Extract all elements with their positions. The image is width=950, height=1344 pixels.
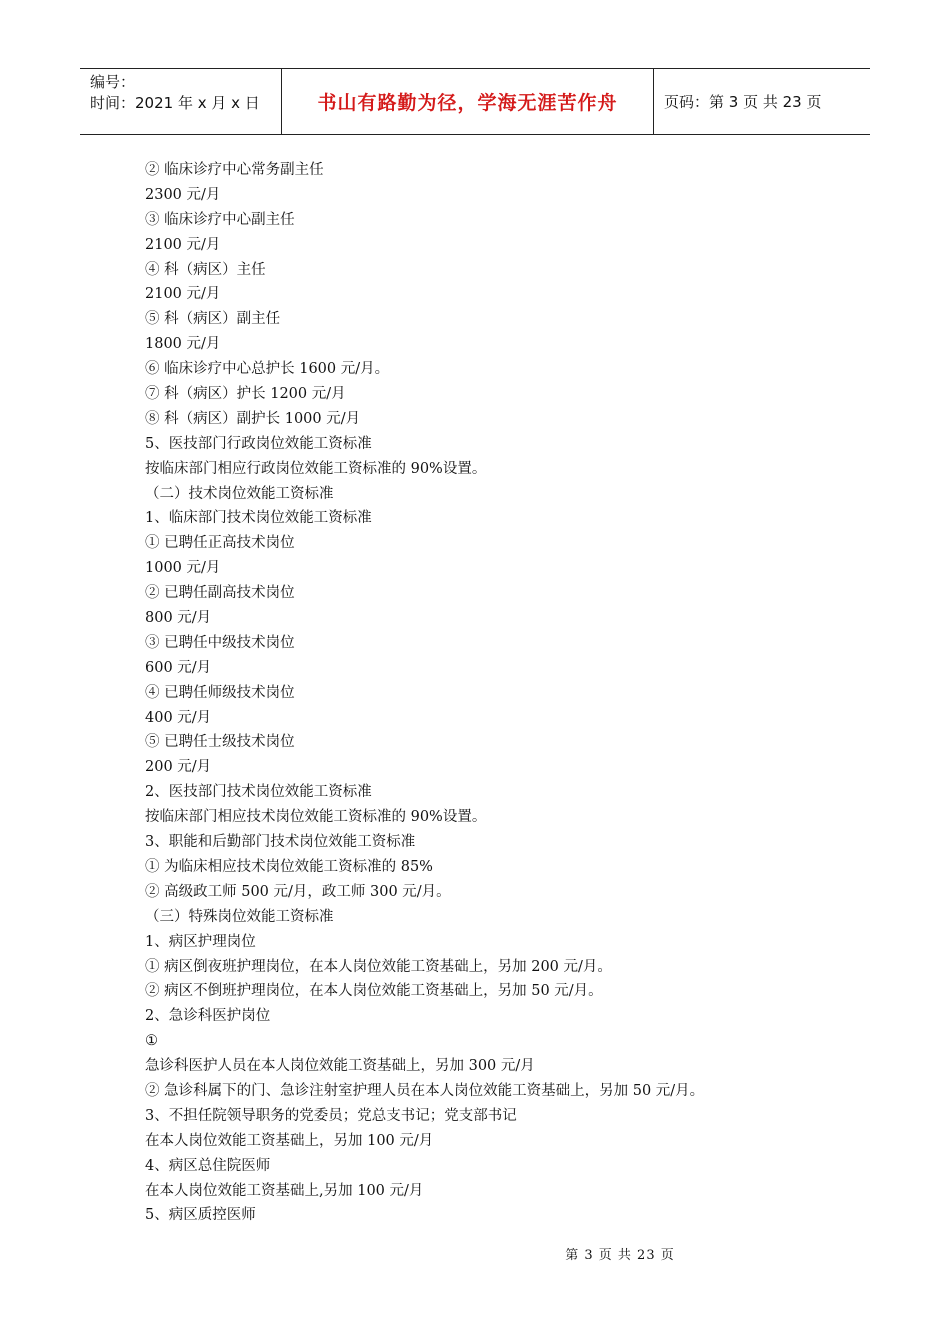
text-line: ② 病区不倒班护理岗位，在本人岗位效能工资基础上，另加 50 元/月。 [145, 983, 603, 1000]
text-line: 200 元/月 [145, 759, 212, 776]
text-line: ⑤ 科（病区）副主任 [145, 311, 281, 328]
section-heading: 1、病区护理岗位 [145, 933, 256, 950]
section-heading: 3、职能和后勤部门技术岗位效能工资标准 [145, 834, 416, 851]
section-heading: （三）特殊岗位效能工资标准 [145, 908, 334, 925]
text-line: ① 病区倒夜班护理岗位，在本人岗位效能工资基础上，另加 200 元/月。 [145, 958, 612, 975]
text-line: ② 急诊科属下的门、急诊注射室护理人员在本人岗位效能工资基础上，另加 50 元/月。 [145, 1082, 705, 1099]
text-line: 按临床部门相应行政岗位效能工资标准的 90%设置。 [145, 460, 487, 477]
page-footer: 第 3 页 共 23 页 [565, 1248, 675, 1263]
section-heading: 1、临床部门技术岗位效能工资标准 [145, 510, 372, 527]
document-number-label: 编号： [90, 73, 136, 91]
header-page-info: 页码：第 3 页 共 23 页 [664, 93, 822, 111]
text-line: ⑦ 科（病区）护长 1200 元/月 [145, 386, 346, 403]
text-line: 2100 元/月 [145, 236, 221, 253]
text-line: ④ 科（病区）主任 [145, 261, 266, 278]
text-line: ① [145, 1033, 158, 1050]
text-line: 急诊科医护人员在本人岗位效能工资基础上，另加 300 元/月 [145, 1058, 535, 1075]
header-motto: 书山有路勤为径，学海无涯苦作舟 [282, 69, 654, 134]
text-line: 2100 元/月 [145, 286, 221, 303]
section-heading: 5、病区质控医师 [145, 1207, 256, 1224]
section-heading: 4、病区总住院医师 [145, 1157, 271, 1174]
section-heading: （二）技术岗位效能工资标准 [145, 485, 334, 502]
text-line: ② 临床诊疗中心常务副主任 [145, 162, 324, 178]
text-line: 1000 元/月 [145, 560, 221, 577]
text-line: ② 高级政工师 500 元/月，政工师 300 元/月。 [145, 883, 451, 900]
text-line: ② 已聘任副高技术岗位 [145, 585, 295, 602]
text-line: ① 已聘任正高技术岗位 [145, 535, 295, 552]
text-line: 800 元/月 [145, 610, 212, 627]
text-line: 400 元/月 [145, 709, 212, 726]
text-line: 1800 元/月 [145, 336, 221, 353]
section-heading: 5、医技部门行政岗位效能工资标准 [145, 435, 372, 452]
text-line: ④ 已聘任师级技术岗位 [145, 684, 295, 701]
text-line: 按临床部门相应技术岗位效能工资标准的 90%设置。 [145, 809, 487, 826]
text-line: 在本人岗位效能工资基础上，另加 100 元/月 [145, 1132, 434, 1149]
text-line: ⑧ 科（病区）副护长 1000 元/月 [145, 410, 361, 427]
text-line: ⑤ 已聘任士级技术岗位 [145, 734, 295, 751]
section-heading: 3、不担任院领导职务的党委员；党总支书记；党支部书记 [145, 1107, 517, 1124]
text-line: 2300 元/月 [145, 186, 221, 203]
page-header [80, 68, 870, 135]
text-line: 在本人岗位效能工资基础上,另加 100 元/月 [145, 1182, 424, 1199]
text-line: ① 为临床相应技术岗位效能工资标准的 85% [145, 858, 433, 875]
document-body [145, 158, 865, 1228]
text-line: 600 元/月 [145, 659, 212, 676]
section-heading: 2、医技部门技术岗位效能工资标准 [145, 784, 372, 801]
header-meta [80, 69, 282, 134]
text-line: ③ 临床诊疗中心副主任 [145, 211, 295, 228]
text-line: ⑥ 临床诊疗中心总护长 1600 元/月。 [145, 361, 390, 378]
text-line: ③ 已聘任中级技术岗位 [145, 634, 295, 651]
section-heading: 2、急诊科医护岗位 [145, 1008, 271, 1025]
document-date: 时间：2021 年 x 月 x 日 [90, 94, 260, 112]
